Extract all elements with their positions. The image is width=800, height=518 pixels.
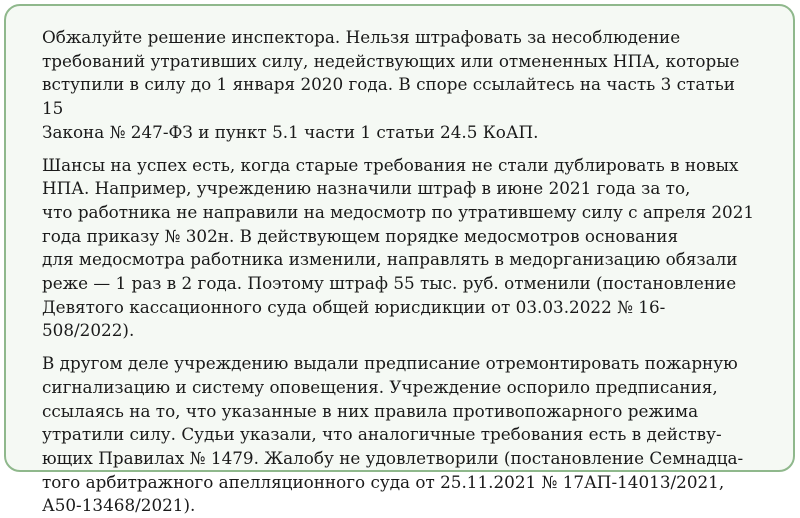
paragraph-medical-exam-case: Шансы на успех есть, когда старые требования не стали дублировать в новых НПА. Например, учреждению назначили штраф в июне 2021 года за то, что работника не направили на медосмотр по утратившему силу с апреля 2021 года приказу № 302н. В действующем порядке медосмотров основания для медосмотра работника изменили, направлять в медорганизацию обязали реже — 1 раз в 2 года. Поэтому штраф 55 тыс. руб. отменили (постановление Девятого кассационного суда общей юрисдикции от 03.03.2022 № 16-508/2022). [42,154,755,341]
paragraph-fire-safety-case: В другом деле учреждению выдали предписание отремонтировать пожарную сигнализацию и систему оповещения. Учреждение оспорило предписания, ссылаясь на то, что указанные в них правила противопожарного режима утратили силу. Судьи указали, что аналогичные требования есть в действу- ющих Правилах № 1479. Жалобу не удовлетворили (постановление Семнадца- того арбитражного апелляционного суда от 25.11.2021 № 17АП-14013/2021, А50-13468/2021). [42,353,744,516]
info-card [4,4,795,516]
paragraph-appeal-advice: Обжалуйте решение инспектора. Нельзя штрафовать за несоблюдение требований утративших силу, недействующих или отмененных НПА, которые вступили в силу до 1 января 2020 года. В споре ссылайтесь на часть 3 статьи 15 Закона № 247-ФЗ и пункт 5.1 части 1 статьи 24.5 КоАП. [42,27,740,142]
